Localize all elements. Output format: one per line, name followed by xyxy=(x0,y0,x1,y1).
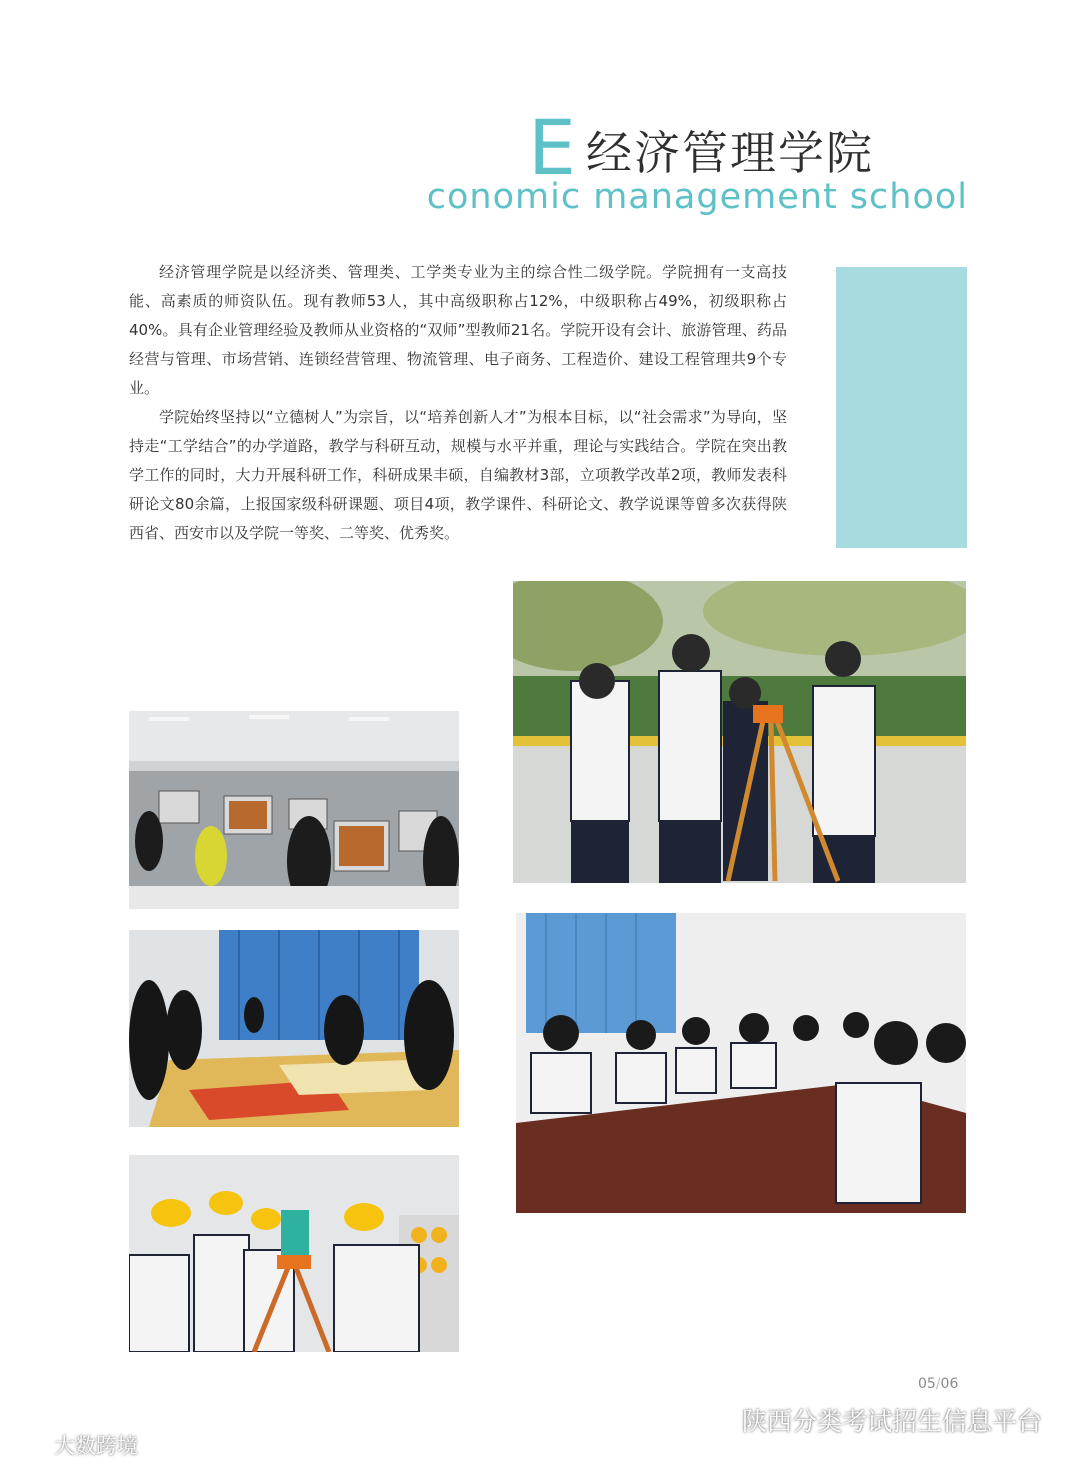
page-subtitle: conomic management school xyxy=(426,177,968,217)
sand-table-classroom-photo xyxy=(129,930,459,1127)
page-header xyxy=(408,103,968,228)
page-title: 经济管理学院 xyxy=(586,126,874,180)
surveying-outdoor-photo xyxy=(513,581,966,883)
page-number-separator: / xyxy=(935,1376,941,1392)
body-text xyxy=(129,258,787,548)
watermark-brand-text: 大数跨境 xyxy=(54,1434,138,1458)
brand-logo-icon xyxy=(8,1434,50,1456)
accent-bar xyxy=(836,267,967,548)
page-number-right: 06 xyxy=(940,1376,959,1392)
wechat-icon xyxy=(704,1407,734,1433)
watermark-platform xyxy=(704,1402,1042,1438)
watermark-platform-text: 陕西分类考试招生信息平台 xyxy=(741,1407,1042,1436)
page-number xyxy=(918,1376,958,1392)
hardhat-surveying-photo xyxy=(129,1155,459,1352)
computer-lab-photo xyxy=(129,711,459,909)
page-number-left: 05 xyxy=(918,1376,936,1392)
watermark-brand xyxy=(8,1430,138,1460)
conference-room-photo xyxy=(516,913,966,1213)
paragraph-2: 学院始终坚持以“立德树人”为宗旨，以“培养创新人才”为根本目标，以“社会需求”为导向，坚持走“工学结合”的办学道路，教学与科研互动，规模与水平并重，理论与实践结合。学院在突出教学工作的同时，大力开展科研工作，科研成果丰硕，自编教材3部，立项教学改革2项，教师发表科研论文80余篇，上报国家级科研课题、项目4项，教学课件、科研论文、教学说课等曾多次获得陕西省、西安市以及学院一等奖、二等奖、优秀奖。 xyxy=(129,408,787,542)
title-initial: E xyxy=(528,103,577,192)
paragraph-1: 经济管理学院是以经济类、管理类、工学类专业为主的综合性二级学院。学院拥有一支高技能、高素质的师资队伍。现有教师53人，其中高级职称占12%，中级职称占49%，初级职称占40%。具有企业管理经验及教师从业资格的“双师”型教师21名。学院开设有会计、旅游管理、药品经营与管理、市场营销、连锁经营管理、物流管理、电子商务、工程造价、建设工程管理共9个专业。 xyxy=(129,263,787,397)
